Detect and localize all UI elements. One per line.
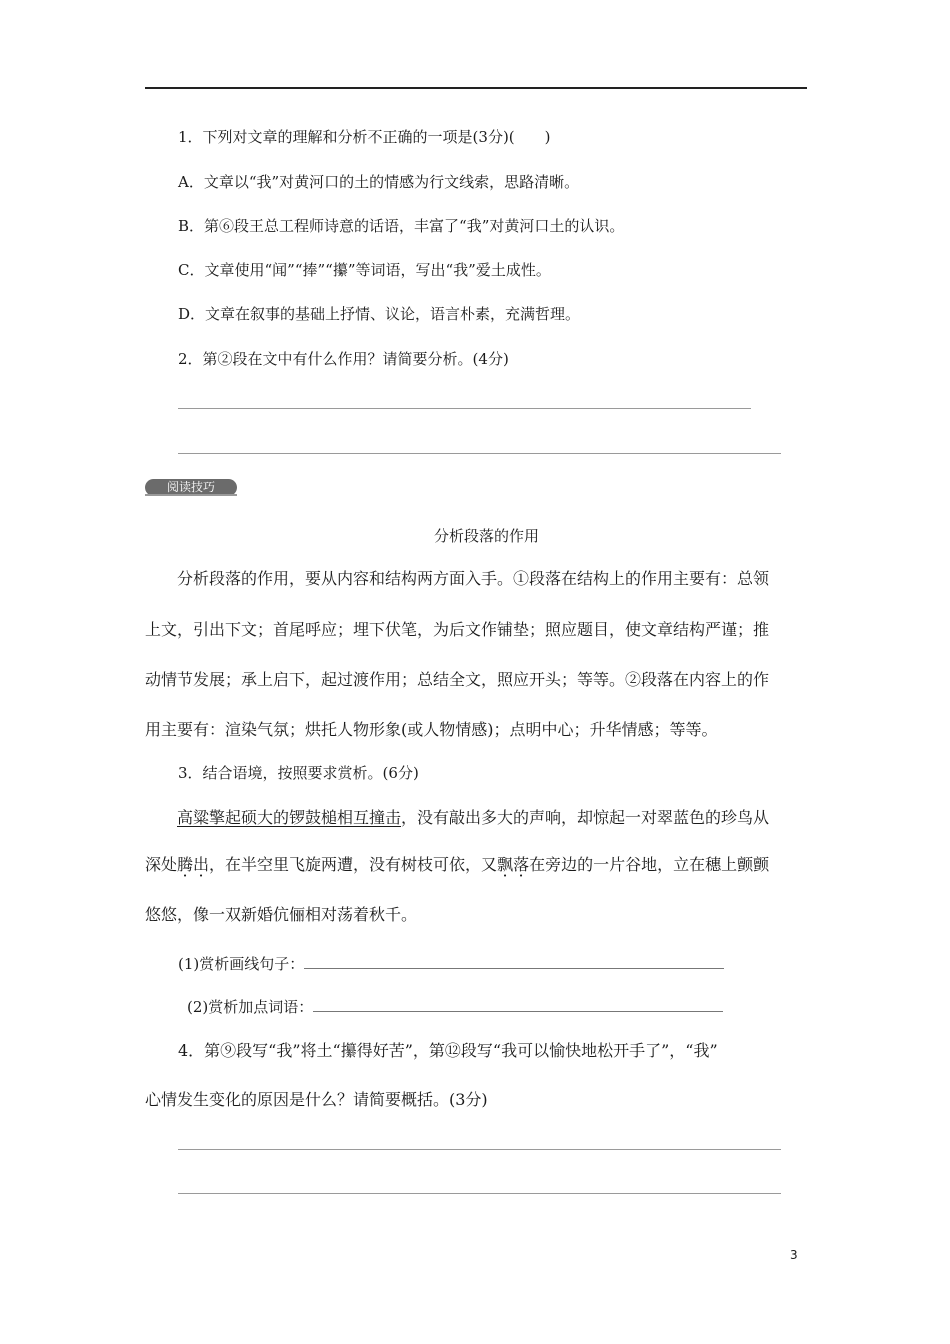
sub-question-1-label: (1)赏析画线句子： [178, 955, 305, 973]
dotted-char: 腾 [177, 855, 194, 874]
tips-paragraph-line: 用主要有：渲染气氛；烘托人物形象(或人物情感)；点明中心；升华情感；等等。 [145, 720, 718, 739]
sub-question-2-label: (2)赏析加点词语： [187, 998, 314, 1016]
question-3-stem: 3．结合语境，按照要求赏析。(6分) [178, 764, 419, 782]
passage-line-1 [145, 808, 807, 828]
badge-underline [145, 494, 237, 496]
question-4-stem-line-2: 心情发生变化的原因是什么？请简要概括。(3分) [145, 1090, 488, 1109]
question-1-stem: 1．下列对文章的理解和分析不正确的一项是(3分)( ) [178, 128, 551, 146]
tips-paragraph-line: 上文，引出下文；首尾呼应；埋下伏笔，为后文作铺垫；照应题目，使文章结构严谨；推 [145, 620, 770, 639]
page-number: 3 [790, 1248, 798, 1262]
passage-text: ，没有敲出多大的声响，却惊起一对翠蓝色的珍鸟从 [401, 808, 770, 827]
passage-line-2 [145, 855, 807, 875]
answer-line[interactable] [178, 408, 751, 409]
question-1-option-d: D．文章在叙事的基础上抒情、议论，语言朴素，充满哲理。 [178, 305, 581, 323]
passage-text: 在旁边的一片谷地，立在穗上颤颤 [529, 855, 770, 874]
dotted-char: 落 [513, 855, 530, 874]
dotted-char: 出 [193, 855, 210, 874]
sub-question-1 [178, 954, 724, 974]
question-1-option-a: A．文章以“我”对黄河口的土的情感为行文线索，思路清晰。 [178, 173, 580, 191]
question-4-stem-line-1: 4．第⑨段写“我”将土“攥得好苦”，第⑫段写“我可以愉快地松开手了”，“我” [178, 1041, 718, 1060]
question-1-option-c: C．文章使用“闻”“捧”“攥”等词语，写出“我”爱土成性。 [178, 261, 551, 279]
tips-paragraph-line: 动情节发展；承上启下，起过渡作用；总结全文，照应开头；等等。②段落在内容上的作 [145, 670, 770, 689]
passage-text: 深处 [145, 855, 178, 874]
underlined-sentence: 高粱擎起硕大的锣鼓槌相互撞击 [177, 808, 402, 827]
sub-question-1-answer-line[interactable] [304, 954, 724, 969]
answer-line[interactable] [178, 1193, 781, 1194]
question-2-stem: 2．第②段在文中有什么作用？请简要分析。(4分) [178, 350, 509, 368]
question-1-option-b: B．第⑥段王总工程师诗意的话语，丰富了“我”对黄河口土的认识。 [178, 217, 625, 235]
tips-paragraph-line: 分析段落的作用，要从内容和结构两方面入手。①段落在结构上的作用主要有：总领 [145, 569, 770, 588]
passage-text: ，在半空里飞旋两遭，没有树枝可依，又 [209, 855, 498, 874]
answer-line[interactable] [178, 453, 781, 454]
sub-question-2 [187, 997, 723, 1017]
tips-title: 分析段落的作用 [434, 527, 540, 545]
sub-question-2-answer-line[interactable] [313, 997, 723, 1012]
answer-line[interactable] [178, 1149, 781, 1150]
header-rule [145, 87, 807, 89]
reading-tips-badge: 阅读技巧 [145, 479, 237, 496]
dotted-char: 飘 [497, 855, 514, 874]
passage-line-3: 悠悠，像一双新婚伉俪相对荡着秋千。 [145, 905, 418, 924]
